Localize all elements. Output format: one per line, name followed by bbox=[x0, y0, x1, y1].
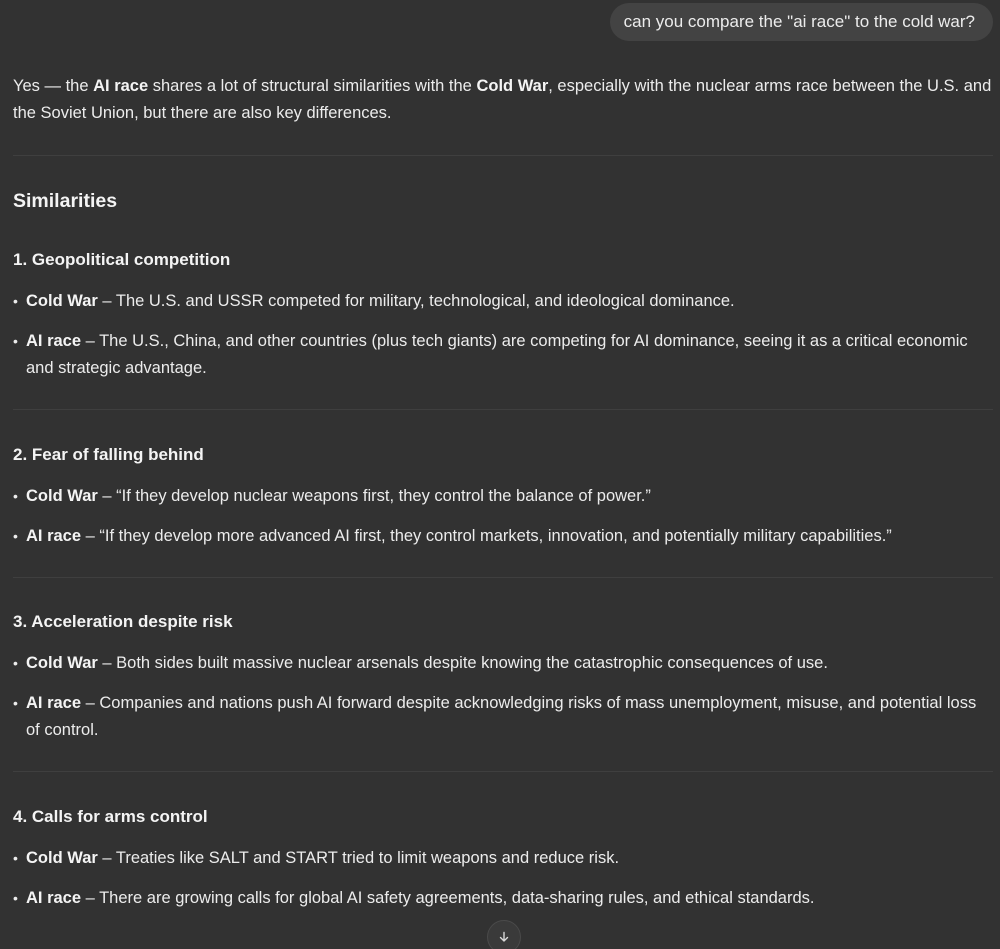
item-heading: 2. Fear of falling behind bbox=[13, 445, 204, 464]
bullet-label: Cold War bbox=[26, 487, 98, 505]
bullet-icon: • bbox=[13, 293, 18, 309]
bullet-icon: • bbox=[13, 695, 18, 711]
bullet-icon: • bbox=[13, 850, 18, 866]
bullet-text: – “If they develop more advanced AI first, they control markets, innovation, and potentially military capabilities.” bbox=[81, 527, 892, 545]
bullet-text: – The U.S., China, and other countries (plus tech giants) are competing for AI dominance, seeing it as a critical economic and strategic advantage. bbox=[26, 332, 968, 377]
bullet-label: Cold War bbox=[26, 292, 98, 310]
arrow-down-icon bbox=[498, 931, 510, 943]
list-item bbox=[13, 690, 993, 744]
bullet-icon: • bbox=[13, 333, 18, 349]
bullet-label: AI race bbox=[26, 332, 82, 350]
intro-text: shares a lot of structural similarities with the bbox=[148, 77, 477, 95]
list-item bbox=[13, 288, 993, 315]
bullet-icon: • bbox=[13, 655, 18, 671]
scroll-to-bottom-button[interactable] bbox=[487, 920, 521, 949]
intro-text: , especially with the nuclear arms race between the U.S. and the Soviet Union, but there are also key differences. bbox=[13, 77, 992, 122]
intro-bold-cold-war: Cold War bbox=[476, 77, 549, 95]
list-item bbox=[13, 328, 993, 382]
bullet-text: – There are growing calls for global AI safety agreements, data-sharing rules, and ethical standards. bbox=[81, 889, 815, 907]
list-item bbox=[13, 483, 993, 510]
divider bbox=[13, 155, 993, 156]
bullet-label: AI race bbox=[26, 889, 82, 907]
bullet-text: – Companies and nations push AI forward despite acknowledging risks of mass unemployment, misuse, and potential loss of control. bbox=[26, 694, 977, 739]
divider bbox=[13, 577, 993, 578]
item-heading: 4. Calls for arms control bbox=[13, 807, 208, 826]
divider bbox=[13, 409, 993, 410]
bullet-icon: • bbox=[13, 528, 18, 544]
assistant-response bbox=[13, 73, 993, 907]
bullet-icon: • bbox=[13, 488, 18, 504]
list-item bbox=[13, 523, 993, 550]
bullet-text: – The U.S. and USSR competed for military, technological, and ideological dominance. bbox=[97, 292, 735, 310]
bullet-label: Cold War bbox=[26, 849, 98, 867]
bullet-icon: • bbox=[13, 890, 18, 906]
bullet-label: AI race bbox=[26, 694, 82, 712]
list-item bbox=[13, 845, 993, 872]
divider bbox=[13, 771, 993, 772]
intro-text: Yes — the bbox=[13, 77, 94, 95]
bullet-label: Cold War bbox=[26, 654, 98, 672]
bullet-text: – Treaties like SALT and START tried to limit weapons and reduce risk. bbox=[97, 849, 620, 867]
list-item bbox=[13, 885, 993, 912]
bullet-text: – Both sides built massive nuclear arsenals despite knowing the catastrophic consequences of use. bbox=[97, 654, 828, 672]
item-heading: 3. Acceleration despite risk bbox=[13, 612, 233, 631]
intro-paragraph bbox=[13, 73, 993, 127]
list-item bbox=[13, 650, 993, 677]
section-title: Similarities bbox=[13, 190, 118, 212]
bullet-label: AI race bbox=[26, 527, 82, 545]
intro-bold-ai-race: AI race bbox=[93, 77, 149, 95]
item-heading: 1. Geopolitical competition bbox=[13, 250, 231, 269]
bullet-text: – “If they develop nuclear weapons first, they control the balance of power.” bbox=[97, 487, 651, 505]
user-message-bubble: can you compare the "ai race" to the cold war? bbox=[610, 3, 993, 41]
